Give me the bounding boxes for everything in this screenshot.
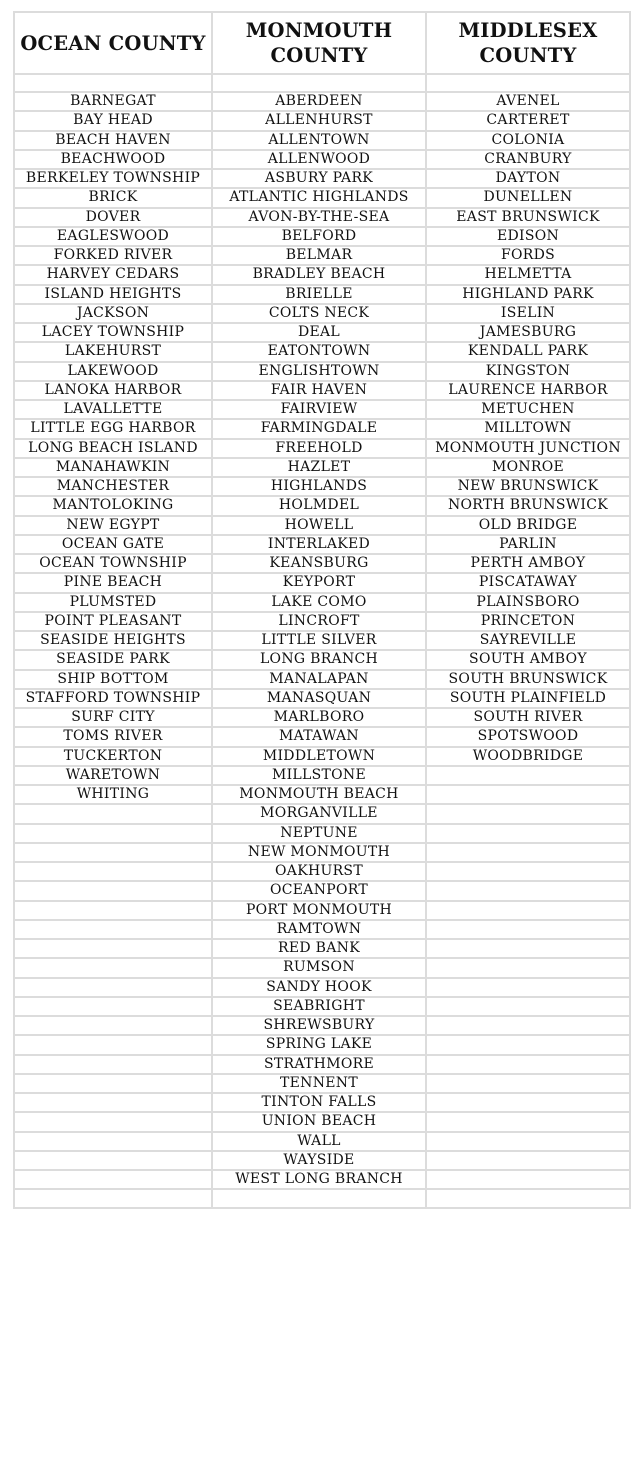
monmouth-town-cell: HAZLET	[212, 458, 426, 477]
header-line: MIDDLESEX	[458, 19, 598, 42]
monmouth-town-cell: HOWELL	[212, 516, 426, 535]
middlesex-town-cell: SAYREVILLE	[426, 631, 630, 650]
monmouth-town-cell: SANDY HOOK	[212, 978, 426, 997]
header-line: MONMOUTH	[245, 19, 393, 42]
table-row	[14, 92, 630, 111]
ocean-town-cell: OCEAN TOWNSHIP	[14, 554, 212, 573]
monmouth-town-cell: PORT MONMOUTH	[212, 901, 426, 920]
middlesex-town-cell: PISCATAWAY	[426, 573, 630, 592]
middlesex-town-cell: KINGSTON	[426, 362, 630, 381]
middlesex-county-header	[426, 12, 630, 74]
middlesex-empty-cell	[426, 843, 630, 862]
table-row	[14, 978, 630, 997]
ocean-town-cell: STAFFORD TOWNSHIP	[14, 689, 212, 708]
middlesex-empty-cell	[426, 1055, 630, 1074]
monmouth-town-cell: TINTON FALLS	[212, 1093, 426, 1112]
table-row	[14, 862, 630, 881]
monmouth-town-cell: COLTS NECK	[212, 304, 426, 323]
middlesex-town-cell: COLONIA	[426, 131, 630, 150]
middlesex-town-cell: NORTH BRUNSWICK	[426, 496, 630, 515]
ocean-town-cell: BARNEGAT	[14, 92, 212, 111]
table-row	[14, 631, 630, 650]
table-row	[14, 419, 630, 438]
monmouth-town-cell: BELMAR	[212, 246, 426, 265]
table-row	[14, 650, 630, 669]
middlesex-empty-cell	[426, 766, 630, 785]
spacer-row	[14, 74, 630, 92]
middlesex-empty-cell	[426, 1093, 630, 1112]
monmouth-town-cell: MATAWAN	[212, 727, 426, 746]
monmouth-town-cell: TENNENT	[212, 1074, 426, 1093]
table-row	[14, 265, 630, 284]
table-row	[14, 304, 630, 323]
ocean-town-cell: MANAHAWKIN	[14, 458, 212, 477]
table-row	[14, 708, 630, 727]
ocean-town-cell: BEACH HAVEN	[14, 131, 212, 150]
middlesex-town-cell: EAST BRUNSWICK	[426, 208, 630, 227]
ocean-town-cell: SEASIDE HEIGHTS	[14, 631, 212, 650]
monmouth-town-cell: ENGLISHTOWN	[212, 362, 426, 381]
monmouth-town-cell: OAKHURST	[212, 862, 426, 881]
monmouth-town-cell: KEYPORT	[212, 573, 426, 592]
middlesex-town-cell: WOODBRIDGE	[426, 747, 630, 766]
monmouth-town-cell: SEABRIGHT	[212, 997, 426, 1016]
table-header	[14, 12, 630, 92]
monmouth-town-cell: MARLBORO	[212, 708, 426, 727]
middlesex-empty-cell	[426, 862, 630, 881]
table-row	[14, 612, 630, 631]
table-row	[14, 689, 630, 708]
monmouth-town-cell: MANALAPAN	[212, 670, 426, 689]
table-row	[14, 1016, 630, 1035]
ocean-empty-cell	[14, 1055, 212, 1074]
middlesex-town-cell: CRANBURY	[426, 150, 630, 169]
ocean-town-cell: DOVER	[14, 208, 212, 227]
ocean-empty-cell	[14, 997, 212, 1016]
monmouth-town-cell: FAIRVIEW	[212, 400, 426, 419]
ocean-empty-cell	[14, 920, 212, 939]
table-row	[14, 496, 630, 515]
ocean-town-cell: LONG BEACH ISLAND	[14, 439, 212, 458]
middlesex-empty-cell	[426, 824, 630, 843]
ocean-town-cell: TUCKERTON	[14, 747, 212, 766]
table-row	[14, 1093, 630, 1112]
middlesex-town-cell: SOUTH PLAINFIELD	[426, 689, 630, 708]
monmouth-town-cell: NEW MONMOUTH	[212, 843, 426, 862]
ocean-empty-cell	[14, 881, 212, 900]
ocean-empty-cell	[14, 939, 212, 958]
empty-cell	[14, 1189, 212, 1208]
ocean-empty-cell	[14, 862, 212, 881]
monmouth-town-cell: NEPTUNE	[212, 824, 426, 843]
ocean-empty-cell	[14, 1132, 212, 1151]
monmouth-town-cell: WALL	[212, 1132, 426, 1151]
table-row	[14, 188, 630, 207]
monmouth-town-cell: RED BANK	[212, 939, 426, 958]
monmouth-town-cell: OCEANPORT	[212, 881, 426, 900]
ocean-empty-cell	[14, 1170, 212, 1189]
ocean-town-cell: SEASIDE PARK	[14, 650, 212, 669]
table-row	[14, 111, 630, 130]
ocean-town-cell: WHITING	[14, 785, 212, 804]
monmouth-town-cell: ASBURY PARK	[212, 169, 426, 188]
table-row	[14, 227, 630, 246]
middlesex-town-cell: KENDALL PARK	[426, 342, 630, 361]
ocean-town-cell: MANTOLOKING	[14, 496, 212, 515]
ocean-town-cell: BRICK	[14, 188, 212, 207]
table-row	[14, 804, 630, 823]
table-row	[14, 901, 630, 920]
ocean-town-cell: LAKEHURST	[14, 342, 212, 361]
ocean-town-cell: OCEAN GATE	[14, 535, 212, 554]
middlesex-town-cell: LAURENCE HARBOR	[426, 381, 630, 400]
ocean-town-cell: NEW EGYPT	[14, 516, 212, 535]
middlesex-town-cell: HIGHLAND PARK	[426, 285, 630, 304]
middlesex-town-cell: SOUTH AMBOY	[426, 650, 630, 669]
monmouth-town-cell: HOLMDEL	[212, 496, 426, 515]
middlesex-empty-cell	[426, 939, 630, 958]
table-row	[14, 1055, 630, 1074]
table-row	[14, 670, 630, 689]
monmouth-town-cell: KEANSBURG	[212, 554, 426, 573]
monmouth-town-cell: HIGHLANDS	[212, 477, 426, 496]
middlesex-empty-cell	[426, 958, 630, 977]
table-row	[14, 458, 630, 477]
middlesex-town-cell: MONMOUTH JUNCTION	[426, 439, 630, 458]
table-row	[14, 535, 630, 554]
monmouth-town-cell: MONMOUTH BEACH	[212, 785, 426, 804]
ocean-town-cell: LAKEWOOD	[14, 362, 212, 381]
ocean-empty-cell	[14, 843, 212, 862]
middlesex-town-cell: NEW BRUNSWICK	[426, 477, 630, 496]
ocean-town-cell: LANOKA HARBOR	[14, 381, 212, 400]
table-row	[14, 766, 630, 785]
middlesex-town-cell: SOUTH RIVER	[426, 708, 630, 727]
table-row	[14, 439, 630, 458]
table-row	[14, 1151, 630, 1170]
ocean-county-header: OCEAN COUNTY	[14, 12, 212, 74]
ocean-town-cell: JACKSON	[14, 304, 212, 323]
middlesex-town-cell: PLAINSBORO	[426, 593, 630, 612]
ocean-town-cell: SHIP BOTTOM	[14, 670, 212, 689]
monmouth-town-cell: INTERLAKED	[212, 535, 426, 554]
ocean-empty-cell	[14, 824, 212, 843]
table-row	[14, 920, 630, 939]
table-row	[14, 362, 630, 381]
ocean-empty-cell	[14, 978, 212, 997]
ocean-town-cell: PINE BEACH	[14, 573, 212, 592]
table-row	[14, 381, 630, 400]
ocean-empty-cell	[14, 1074, 212, 1093]
monmouth-town-cell: ATLANTIC HIGHLANDS	[212, 188, 426, 207]
monmouth-town-cell: ALLENHURST	[212, 111, 426, 130]
middlesex-town-cell: OLD BRIDGE	[426, 516, 630, 535]
ocean-empty-cell	[14, 1035, 212, 1054]
monmouth-county-header	[212, 12, 426, 74]
ocean-town-cell: PLUMSTED	[14, 593, 212, 612]
middlesex-empty-cell	[426, 1170, 630, 1189]
table-row	[14, 747, 630, 766]
table-row	[14, 997, 630, 1016]
table-row	[14, 573, 630, 592]
table-row	[14, 843, 630, 862]
monmouth-town-cell: LITTLE SILVER	[212, 631, 426, 650]
monmouth-town-cell: SHREWSBURY	[212, 1016, 426, 1035]
ocean-town-cell: LACEY TOWNSHIP	[14, 323, 212, 342]
monmouth-town-cell: BELFORD	[212, 227, 426, 246]
table-row	[14, 1170, 630, 1189]
table-row	[14, 1132, 630, 1151]
table-row	[14, 246, 630, 265]
ocean-town-cell: LAVALLETTE	[14, 400, 212, 419]
middlesex-town-cell: PRINCETON	[426, 612, 630, 631]
monmouth-town-cell: WAYSIDE	[212, 1151, 426, 1170]
ocean-empty-cell	[14, 1112, 212, 1131]
table-row	[14, 208, 630, 227]
middlesex-town-cell: DAYTON	[426, 169, 630, 188]
middlesex-town-cell: PERTH AMBOY	[426, 554, 630, 573]
middlesex-empty-cell	[426, 881, 630, 900]
table-row	[14, 1112, 630, 1131]
middlesex-town-cell: JAMESBURG	[426, 323, 630, 342]
ocean-town-cell: FORKED RIVER	[14, 246, 212, 265]
ocean-town-cell: HARVEY CEDARS	[14, 265, 212, 284]
monmouth-town-cell: ALLENTOWN	[212, 131, 426, 150]
monmouth-town-cell: UNION BEACH	[212, 1112, 426, 1131]
middlesex-empty-cell	[426, 1151, 630, 1170]
table-row	[14, 1035, 630, 1054]
ocean-town-cell: POINT PLEASANT	[14, 612, 212, 631]
middlesex-empty-cell	[426, 1132, 630, 1151]
ocean-empty-cell	[14, 1151, 212, 1170]
middlesex-empty-cell	[426, 901, 630, 920]
monmouth-town-cell: LONG BRANCH	[212, 650, 426, 669]
header-row	[14, 12, 630, 74]
town-list-body	[14, 92, 630, 1208]
middlesex-town-cell: DUNELLEN	[426, 188, 630, 207]
table-row	[14, 554, 630, 573]
monmouth-town-cell: FAIR HAVEN	[212, 381, 426, 400]
ocean-town-cell: EAGLESWOOD	[14, 227, 212, 246]
ocean-town-cell: MANCHESTER	[14, 477, 212, 496]
table-row	[14, 939, 630, 958]
middlesex-empty-cell	[426, 785, 630, 804]
header-line: COUNTY	[479, 44, 577, 67]
middlesex-empty-cell	[426, 997, 630, 1016]
monmouth-town-cell: ABERDEEN	[212, 92, 426, 111]
ocean-empty-cell	[14, 1093, 212, 1112]
monmouth-town-cell: BRADLEY BEACH	[212, 265, 426, 284]
table-row	[14, 958, 630, 977]
ocean-empty-cell	[14, 1016, 212, 1035]
middlesex-town-cell: ISELIN	[426, 304, 630, 323]
ocean-town-cell: SURF CITY	[14, 708, 212, 727]
table-row	[14, 727, 630, 746]
middlesex-town-cell: MONROE	[426, 458, 630, 477]
ocean-town-cell: ISLAND HEIGHTS	[14, 285, 212, 304]
table-row	[14, 1074, 630, 1093]
middlesex-town-cell: AVENEL	[426, 92, 630, 111]
middlesex-town-cell: METUCHEN	[426, 400, 630, 419]
monmouth-town-cell: FREEHOLD	[212, 439, 426, 458]
monmouth-town-cell: RAMTOWN	[212, 920, 426, 939]
monmouth-town-cell: MORGANVILLE	[212, 804, 426, 823]
ocean-town-cell: LITTLE EGG HARBOR	[14, 419, 212, 438]
table-row	[14, 785, 630, 804]
table-row	[14, 477, 630, 496]
monmouth-town-cell: LINCROFT	[212, 612, 426, 631]
spacer-cell	[14, 74, 212, 92]
ocean-empty-cell	[14, 901, 212, 920]
table-row	[14, 342, 630, 361]
monmouth-town-cell: ALLENWOOD	[212, 150, 426, 169]
middlesex-empty-cell	[426, 1112, 630, 1131]
middlesex-town-cell: CARTERET	[426, 111, 630, 130]
monmouth-town-cell: DEAL	[212, 323, 426, 342]
middlesex-empty-cell	[426, 804, 630, 823]
middlesex-empty-cell	[426, 1035, 630, 1054]
middlesex-town-cell: FORDS	[426, 246, 630, 265]
middlesex-empty-cell	[426, 920, 630, 939]
table-row	[14, 400, 630, 419]
ocean-town-cell: TOMS RIVER	[14, 727, 212, 746]
monmouth-town-cell: MANASQUAN	[212, 689, 426, 708]
table-row	[14, 285, 630, 304]
table-row	[14, 593, 630, 612]
monmouth-town-cell: EATONTOWN	[212, 342, 426, 361]
monmouth-town-cell: SPRING LAKE	[212, 1035, 426, 1054]
middlesex-town-cell: MILLTOWN	[426, 419, 630, 438]
monmouth-town-cell: FARMINGDALE	[212, 419, 426, 438]
table-row	[14, 150, 630, 169]
table-row	[14, 881, 630, 900]
monmouth-town-cell: MILLSTONE	[212, 766, 426, 785]
middlesex-town-cell: PARLIN	[426, 535, 630, 554]
table-row	[14, 131, 630, 150]
spacer-cell	[426, 74, 630, 92]
middlesex-town-cell: SPOTSWOOD	[426, 727, 630, 746]
table-row	[14, 323, 630, 342]
trailing-empty-row	[14, 1189, 630, 1208]
ocean-town-cell: WARETOWN	[14, 766, 212, 785]
table-row	[14, 169, 630, 188]
middlesex-town-cell: SOUTH BRUNSWICK	[426, 670, 630, 689]
middlesex-empty-cell	[426, 978, 630, 997]
monmouth-town-cell: STRATHMORE	[212, 1055, 426, 1074]
county-towns-table	[13, 11, 631, 1209]
table-row	[14, 516, 630, 535]
monmouth-town-cell: MIDDLETOWN	[212, 747, 426, 766]
empty-cell	[212, 1189, 426, 1208]
monmouth-town-cell: RUMSON	[212, 958, 426, 977]
middlesex-town-cell: HELMETTA	[426, 265, 630, 284]
middlesex-town-cell: EDISON	[426, 227, 630, 246]
ocean-town-cell: BERKELEY TOWNSHIP	[14, 169, 212, 188]
empty-cell	[426, 1189, 630, 1208]
spacer-cell	[212, 74, 426, 92]
ocean-empty-cell	[14, 804, 212, 823]
ocean-town-cell: BAY HEAD	[14, 111, 212, 130]
middlesex-empty-cell	[426, 1074, 630, 1093]
monmouth-town-cell: WEST LONG BRANCH	[212, 1170, 426, 1189]
header-line: COUNTY	[270, 44, 368, 67]
monmouth-town-cell: AVON-BY-THE-SEA	[212, 208, 426, 227]
ocean-town-cell: BEACHWOOD	[14, 150, 212, 169]
middlesex-empty-cell	[426, 1016, 630, 1035]
table-row	[14, 824, 630, 843]
monmouth-town-cell: BRIELLE	[212, 285, 426, 304]
ocean-empty-cell	[14, 958, 212, 977]
monmouth-town-cell: LAKE COMO	[212, 593, 426, 612]
